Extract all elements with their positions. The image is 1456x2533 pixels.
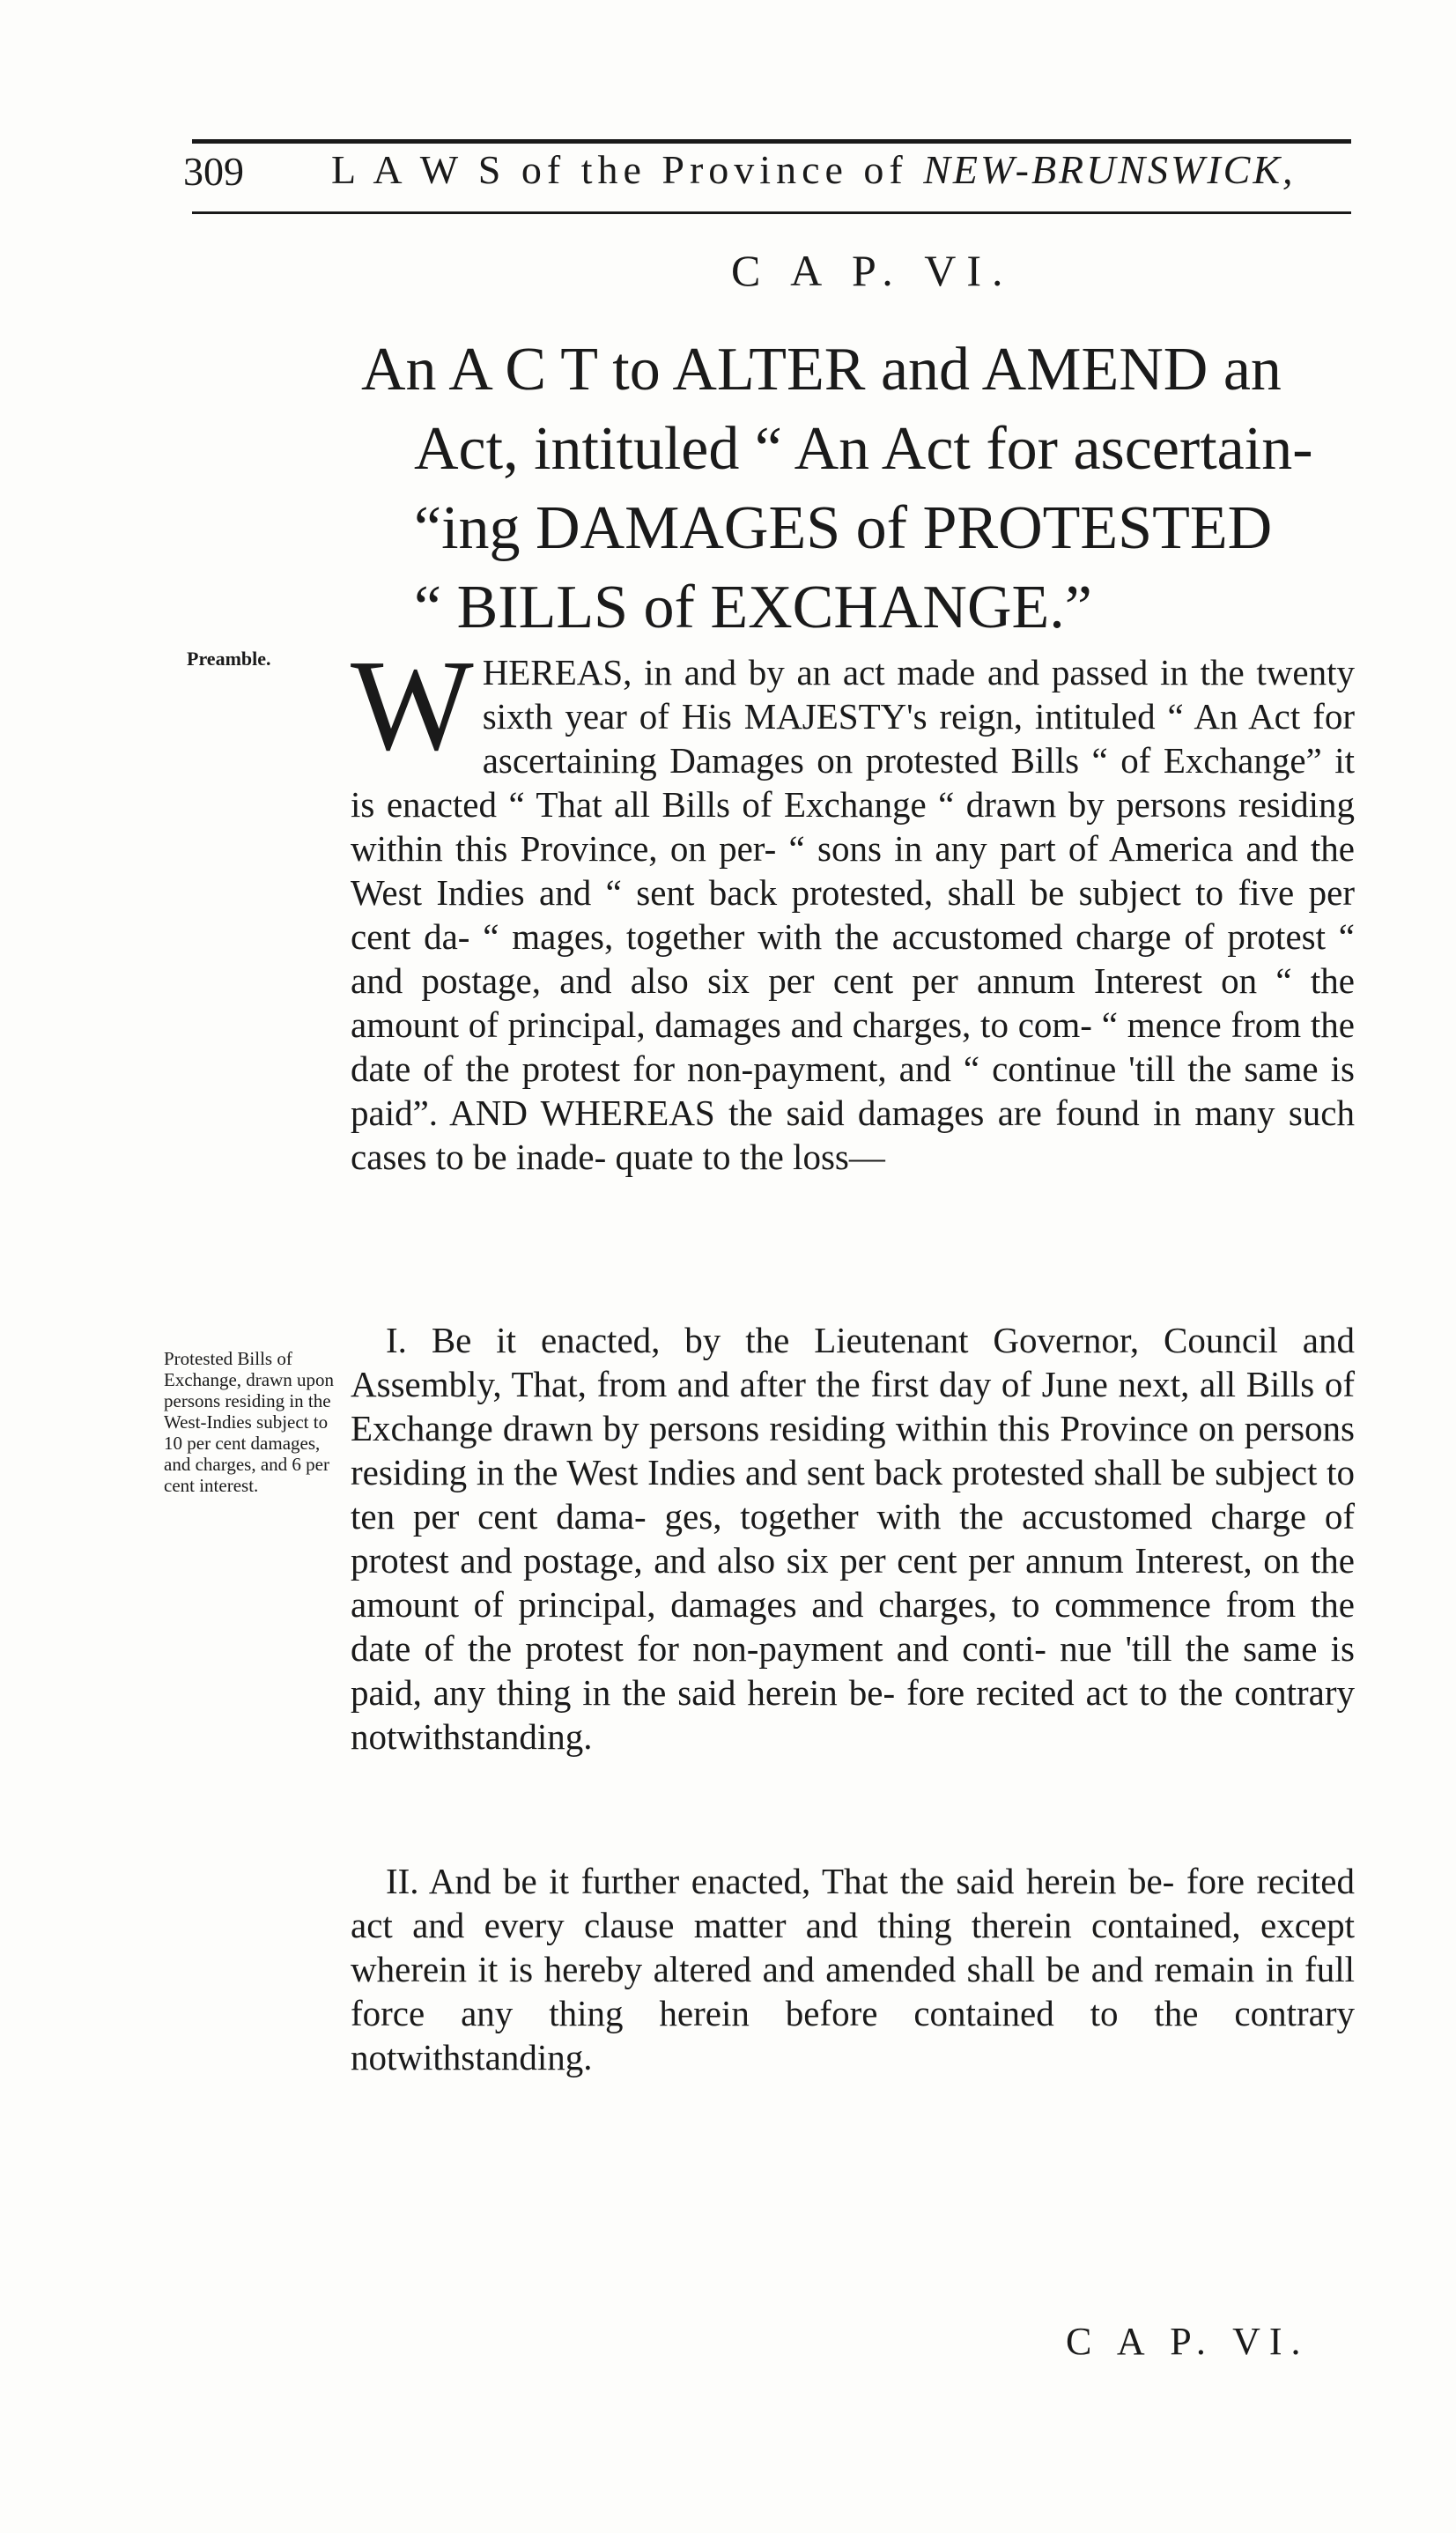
section-1: [351, 1318, 1355, 1759]
act-title-line-2: Act, intituled “ An Act for ascertain-: [414, 415, 1313, 483]
running-title-italic: NEW-BRUNSWICK,: [923, 147, 1296, 192]
margin-note-preamble: Preamble.: [187, 648, 271, 670]
preamble-paragraph: [351, 633, 1355, 1179]
act-title: [361, 330, 1356, 648]
page-number: 309: [183, 149, 244, 194]
running-title-plain: L A W S of the Province of: [331, 147, 924, 192]
section-2: [351, 1859, 1355, 2079]
act-title-line-4: “ BILLS of EXCHANGE.”: [414, 574, 1092, 641]
act-title-line-1: An A C T to ALTER and AMEND an: [361, 336, 1282, 404]
preamble-text: HEREAS, in and by an act made and passed in the twenty sixth year of His MAJESTY's reign, intituled “ An Act for ascertaining Damages on protested Bills “ of Exchange” it is enacted “ That all Bills of Exchange “ drawn by persons residing within this Province, on per- “ sons in any part of America and the West Indies and “ sent back protested, shall be subject to five per cent da- “ mages, together with the accustomed charge of protest “ and postage, and also six per cent per annum Interest on “ the amount of principal, damages and charges, to com- “ mence from the date of the protest for non-payment, and “ continue 'till the same is paid”. AND WHEREAS the said damages are found in many such cases to be inade- quate to the loss—: [351, 652, 1355, 1177]
catchword: C A P. VI.: [1066, 2320, 1310, 2363]
chapter-heading: C A P. VI.: [731, 246, 1014, 295]
section-2-text: II. And be it further enacted, That the said herein be- fore recited act and every clause matter and thing therein contained, except wherein it is hereby altered and amended shall be and remain in full force any thing herein before contained to the contrary notwithstanding.: [351, 1861, 1355, 2078]
section-1-text: I. Be it enacted, by the Lieutenant Governor, Council and Assembly, That, from and after the first day of June next, all Bills of Exchange drawn by persons residing within this Province on persons residing in the West Indies and sent back protested shall be subject to ten per cent dama- ges, together with the accustomed charge of protest and postage, and also six per cent per annum Interest, on the amount of principal, damages and charges, to commence from the date of the protest for non-payment and conti- nue 'till the same is paid, any thing in the said herein be- fore recited act to the contrary notwithstanding.: [351, 1320, 1355, 1757]
margin-note-protested-bills: Protested Bills of Exchange, drawn upon persons residing in the West-Indies subject to 10 per cent damages, and charges, and 6 per cent interest.: [164, 1348, 335, 1496]
header-rule-bottom: [192, 211, 1351, 214]
header-rule-top: [192, 139, 1351, 144]
act-title-line-3: “ing DAMAGES of PROTESTED: [414, 494, 1273, 562]
drop-cap: W: [351, 633, 474, 778]
running-title: [331, 146, 1296, 193]
